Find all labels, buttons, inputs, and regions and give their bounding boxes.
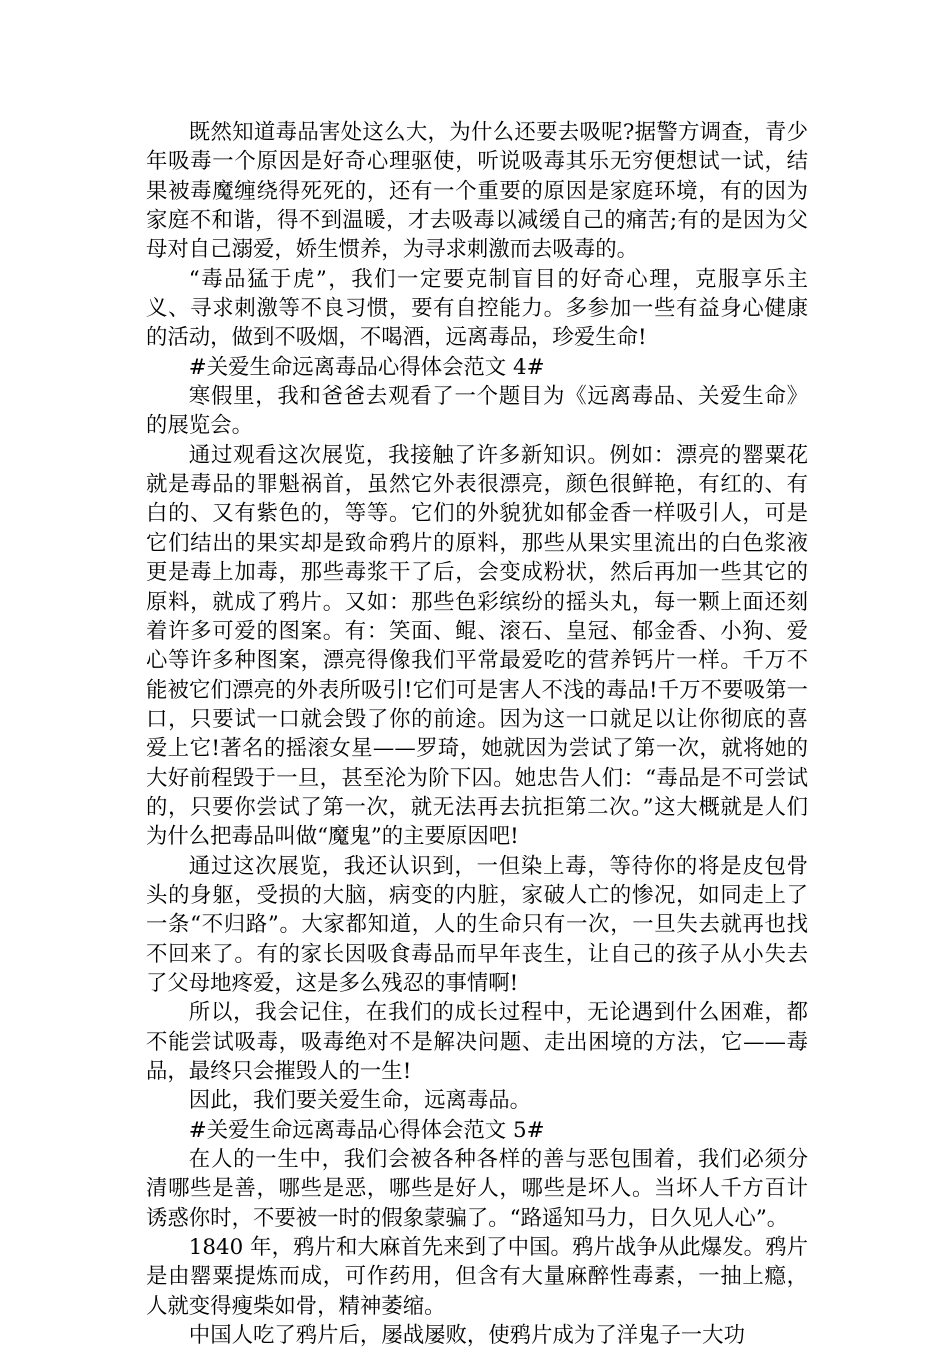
paragraph-exhibition-knowledge: 通过观看这次展览，我接触了许多新知识。例如：漂亮的罂粟花就是毒品的罪魁祸首，虽然它外表很漂亮，颜色很鲜艳，有红的、有白的、又有紫色的，等等。它们的外貌犹如郁金香一样吸引人，可是它们结出的果实却是致命鸦片的原料，那些从果实里流出的白色浆液更是毒上加毒，那些毒浆干了后，会变成粉状，然后再加一些其它的原料，就成了鸦片。又如：那些色彩缤纷的摇头丸，每一颗上面还刻着许多可爱的图案。有：笑面、鲲、滚石、皇冠、郁金香、小狗、爱心等许多种图案，漂亮得像我们平常最爱吃的营养钙片一样。千万不能被它们漂亮的外表所吸引!它们可是害人不浅的毒品!千万不要吸第一口，只要试一口就会毁了你的前途。因为这一口就足以让你彻底的喜爱上它!著名的摇滚女星——罗琦，她就因为尝试了第一次，就将她的大好前程毁于一旦，甚至沦为阶下囚。她忠告人们：“毒品是不可尝试的，只要你尝试了第一次，就无法再去抗拒第二次。”这大概就是人们为什么把毒品叫做“魔鬼”的主要原因吧! [146,442,808,850]
paragraph-consequences: 通过这次展览，我还认识到，一但染上毒，等待你的将是皮包骨头的身躯，受损的大脑，病变的内脏，家破人亡的惨况，如同走上了一条“不归路”。大家都知道，人的生命只有一次，一旦失去就再也找不回来了。有的家长因吸食毒品而早年丧生，让自己的孩子从小失去了父母地疼爱，这是多么残忍的事情啊! [146,853,808,996]
document-body [146,118,808,1350]
paragraph-motives: 既然知道毒品害处这么大，为什么还要去吸呢?据警方调查，青少年吸毒一个原因是好奇心理驱使，听说吸毒其乐无穷便想试一试，结果被毒魔缠绕得死死的，还有一个重要的原因是家庭环境，有的因为家庭不和谐，得不到温暖，才去吸毒以减缓自己的痛苦;有的是因为父母对自己溺爱，娇生惯养，为寻求刺激而去吸毒的。 [146,120,808,263]
section-heading-5: #关爱生命远离毒品心得体会范文 5# [188,1117,545,1143]
paragraph-conclusion: 因此，我们要关爱生命，远离毒品。 [188,1088,532,1114]
paragraph-resolution: 所以，我会记住，在我们的成长过程中，无论遇到什么困难，都不能尝试吸毒，吸毒绝对不是解决问题、走出困境的方法，它——毒品，最终只会摧毁人的一生! [146,1000,808,1084]
paragraph-opium-war: 中国人吃了鸦片后，屡战屡败，使鸦片成为了洋鬼子一大功 [188,1323,745,1349]
paragraph-exhibition-intro: 寒假里，我和爸爸去观看了一个题目为《远离毒品、关爱生命》的展览会。 [146,384,808,439]
section-heading-4: #关爱生命远离毒品心得体会范文 4# [188,354,545,380]
paragraph-1840-history: 1840 年，鸦片和大麻首先来到了中国。鸦片战争从此爆发。鸦片是由罂粟提炼而成，可作药用，但含有大量麻醉性毒素，一抽上瘾，人就变得瘦柴如骨，精神萎缩。 [146,1235,808,1319]
paragraph-good-and-evil: 在人的一生中，我们会被各种各样的善与恶包围着，我们必须分清哪些是善，哪些是恶，哪些是好人，哪些是坏人。当坏人千方百计诱惑你时，不要被一时的假象蒙骗了。“路遥知马力，日久见人心”。 [146,1147,808,1231]
paragraph-self-control: “毒品猛于虎”，我们一定要克制盲目的好奇心理，克服享乐主义、寻求刺激等不良习惯，要有自控能力。多参加一些有益身心健康的活动，做到不吸烟，不喝酒，远离毒品，珍爱生命! [146,266,808,351]
